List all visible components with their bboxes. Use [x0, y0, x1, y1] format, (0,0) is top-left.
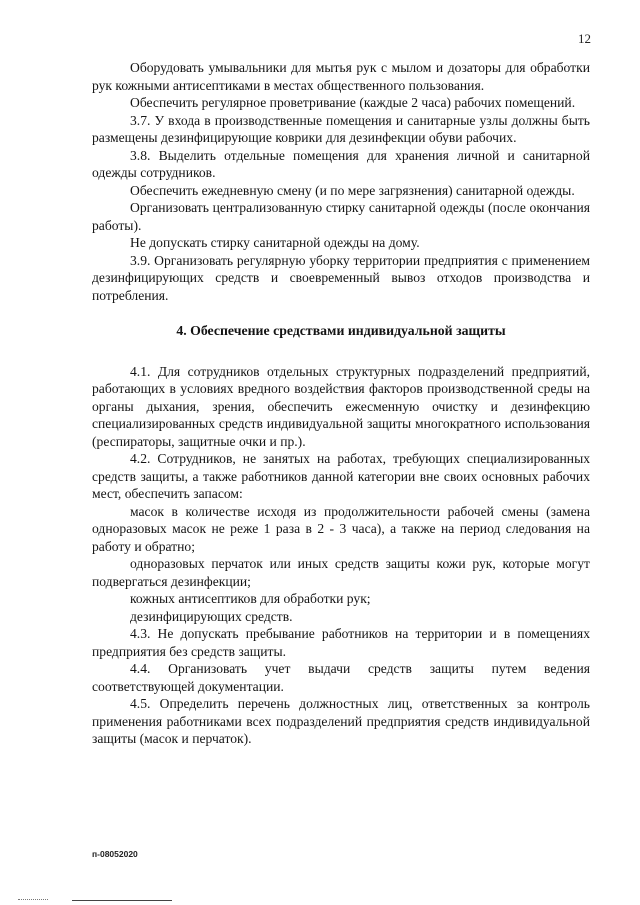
- paragraph-4-3: 4.3. Не допускать пребывание работников на территории и в помещениях предприятия без средств защиты.: [92, 626, 590, 659]
- list-item-gloves: одноразовых перчаток или иных средств защиты кожи рук, которые могут подвергаться дезинфекции;: [92, 556, 590, 589]
- paragraph-clothing-change: Обеспечить ежедневную смену (и по мере загрязнения) санитарной одежды.: [130, 182, 575, 198]
- paragraph-3-7: 3.7. У входа в производственные помещения и санитарные узлы должны быть размещены дезинфицирующие коврики для дезинфекции обуви рабочих.: [92, 112, 590, 145]
- paragraph-3-9: 3.9. Организовать регулярную уборку территории предприятия с применением дезинфицирующих средств и своевременный вывоз отходов производства и потребления.: [92, 252, 590, 303]
- section-heading: 4. Обеспечение средствами индивидуальной защиты: [176, 323, 506, 338]
- page-number: 12: [578, 31, 591, 46]
- paragraph-4-1: 4.1. Для сотрудников отдельных структурных подразделений предприятий, работающих в условиях вредного воздействия факторов производственной среды на органы дыхания, зрения, обеспечить ежесменную очистку и дезинфекцию специализированных средств индивидуальной защиты многократного использования (респираторы, защитные очки и пр.).: [92, 363, 590, 449]
- footer-dotted-mark: [18, 899, 48, 901]
- paragraph-4-2: 4.2. Сотрудников, не занятых на работах, требующих специализированных средств защиты, а также работников данной категории вне своих основных рабочих мест, обеспечить запасом:: [92, 451, 590, 501]
- document-body: [92, 59, 590, 748]
- paragraph-3-8: 3.8. Выделить отдельные помещения для хранения личной и санитарной одежды сотрудников.: [92, 147, 590, 180]
- paragraph-laundry: Организовать централизованную стирку санитарной одежды (после окончания работы).: [92, 200, 590, 233]
- paragraph-ventilation: Обеспечить регулярное проветривание (каждые 2 часа) рабочих помещений.: [130, 95, 576, 110]
- document-code: п-08052020: [92, 849, 138, 859]
- paragraph-4-5: 4.5. Определить перечень должностных лиц, ответственных за контроль применения работниками всех подразделений предприятия средств индивидуальной защиты (масок и перчаток).: [92, 696, 590, 746]
- list-item-antiseptics: кожных антисептиков для обработки рук;: [130, 591, 371, 606]
- list-item-disinfectants: дезинфицирующих средств.: [130, 608, 293, 624]
- paragraph-4-4: 4.4. Организовать учет выдачи средств защиты путем ведения соответствующей документации.: [92, 661, 590, 694]
- paragraph-no-home-laundry: Не допускать стирку санитарной одежды на дому.: [130, 235, 420, 250]
- paragraph-washbasins: Оборудовать умывальники для мытья рук с мылом и дозаторы для обработки рук кожными антисептиками в местах общественного пользования.: [92, 60, 590, 93]
- footer-line: [72, 900, 172, 901]
- list-item-masks: масок в количестве исходя из продолжительности рабочей смены (замена одноразовых масок не реже 1 раза в 2 - 3 часа), а также на период следования на работу и обратно;: [92, 503, 590, 554]
